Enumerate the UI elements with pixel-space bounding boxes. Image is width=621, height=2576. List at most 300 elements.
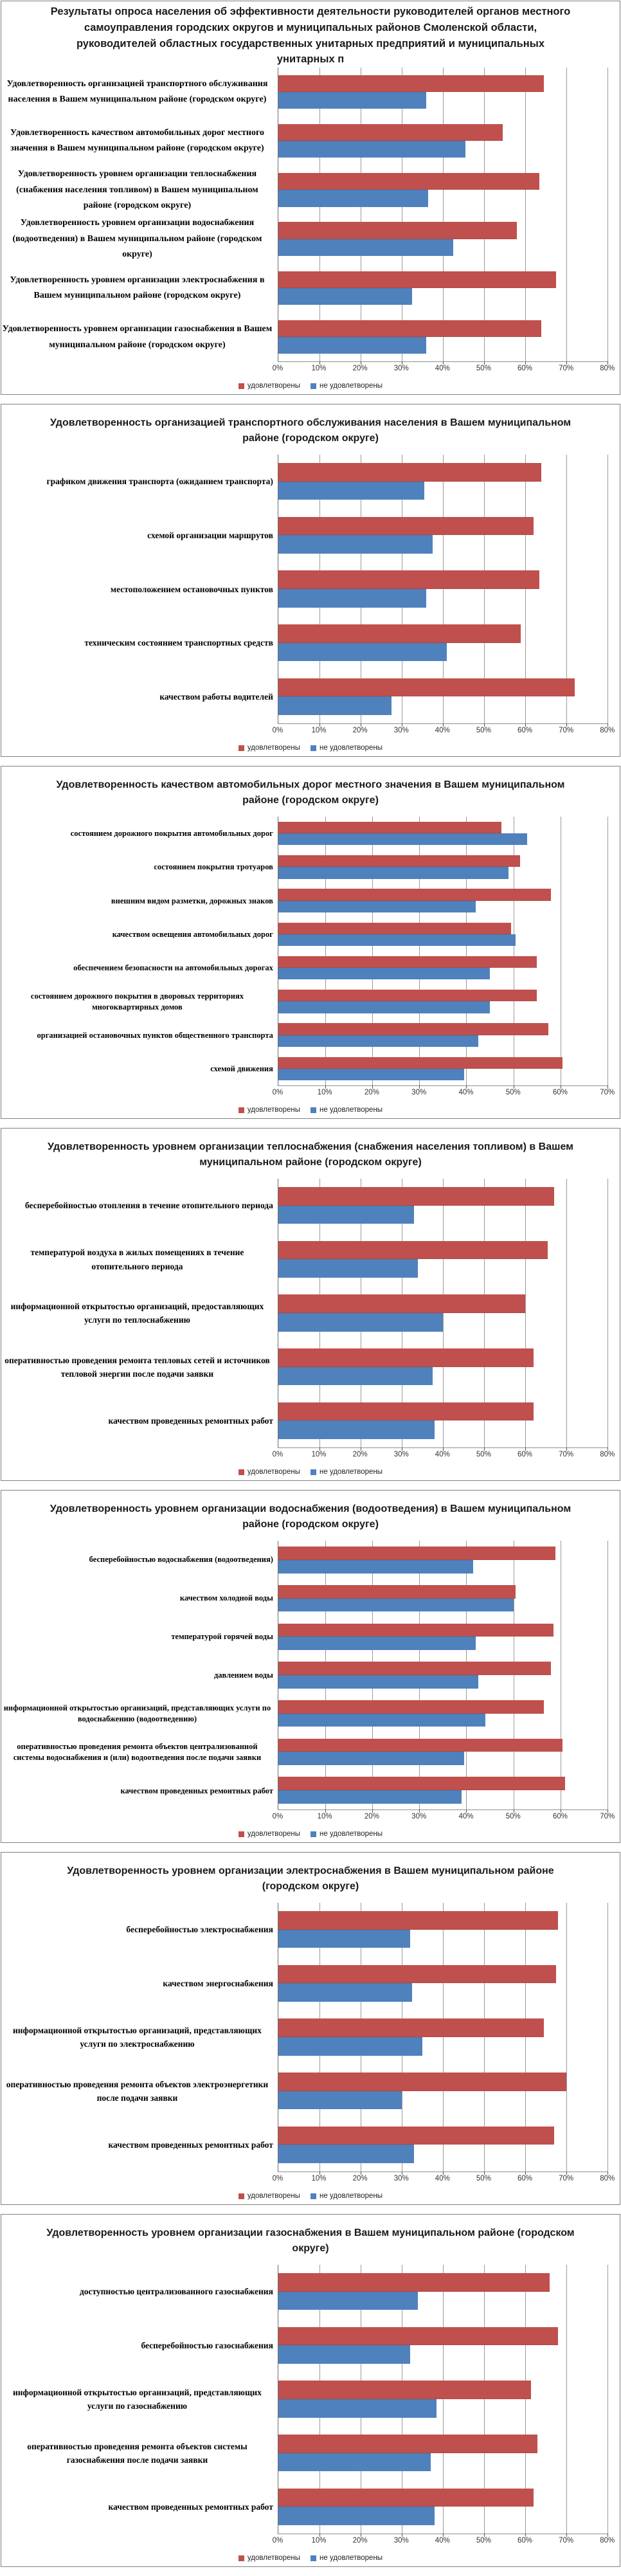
bar-pair [278, 669, 608, 723]
bar-row [278, 616, 608, 670]
x-tick-label: 60% [518, 365, 533, 372]
chart-title: Удовлетворенность уровнем организации теплоснабжения (снабжения населения топливом) в Вашем муниципальном районе (городском округе) [48, 1141, 573, 1168]
bar-satisfied [278, 1023, 548, 1035]
category-label: состоянием дорожного покрытия в дворовых территориях многоквартирных домов [30, 992, 244, 1012]
category-label: Удовлетворенность уровнем организации электроснабжения в Вашем муниципальном районе (городском округе) [10, 275, 265, 301]
bar-row [278, 984, 608, 1018]
category-label-row [1, 817, 278, 850]
x-tick-label: 50% [505, 1089, 521, 1096]
bar-not-satisfied [278, 2345, 410, 2364]
value-axis [1, 724, 615, 739]
bar-satisfied [278, 678, 575, 697]
legend-label-satisfied: удовлетворены [247, 2554, 301, 2562]
category-label-row [1, 2011, 278, 2065]
category-label-row [1, 68, 278, 116]
x-tick-label: 20% [352, 2537, 368, 2544]
bar-satisfied [278, 1739, 562, 1752]
chart-body [1, 455, 608, 724]
bar-row [278, 1957, 608, 2011]
category-label-row [1, 2373, 278, 2427]
x-tick-label: 0% [272, 727, 284, 734]
bar-not-satisfied [278, 1560, 473, 1574]
category-label: схемой движения [210, 1064, 273, 1074]
bar-satisfied [278, 1241, 548, 1260]
bar-row [278, 1733, 608, 1772]
category-label: качеством работы водителей [159, 692, 273, 702]
category-label: оперативностью проведения ремонта тепловых сетей и источников тепловой энергии после подачи заявки [4, 1355, 270, 1379]
bar-row [278, 116, 608, 165]
bar-not-satisfied [278, 2037, 422, 2056]
bar-pair [278, 2010, 608, 2064]
category-label-row [1, 313, 278, 362]
category-label-row [1, 985, 278, 1019]
category-label: качеством проведенных ремонтных работ [108, 2502, 273, 2512]
legend-item-satisfied [239, 2192, 300, 2200]
plot-area [278, 1903, 608, 2172]
legend-swatch-satisfied [239, 383, 244, 389]
bar-not-satisfied [278, 901, 476, 912]
category-label-row [1, 1340, 278, 1394]
bar-pair [278, 850, 608, 884]
bar-not-satisfied [278, 968, 490, 979]
category-axis [1, 455, 278, 724]
legend-label-satisfied: удовлетворены [247, 382, 301, 390]
chart-title: Удовлетворенность уровнем организации газоснабжения в Вашем муниципальном районе (городском округе) [46, 2227, 575, 2254]
chart-panel-7 [1, 2214, 620, 2567]
chart-title: Результаты опроса населения об эффективности деятельности руководителей органов местного самоуправления городских округов и муниципальных районов Смоленской области, руководителей областных государственных унитарных предприятий и муниципальных унитарных п [50, 6, 571, 66]
legend-label-not-satisfied: не удовлетворены [320, 2554, 383, 2562]
bar-satisfied [278, 1911, 558, 1930]
bar-satisfied [278, 889, 551, 900]
bar-not-satisfied [278, 1367, 433, 1386]
category-label-row [1, 509, 278, 563]
bar-row [278, 1052, 608, 1085]
bar-pair [278, 1694, 608, 1733]
bar-satisfied [278, 2489, 534, 2507]
category-label: оперативностью проведения ремонта объектов электроэнергетики после подачи заявки [6, 2079, 269, 2103]
bar-row [278, 68, 608, 116]
bar-pair [278, 215, 608, 264]
bar-not-satisfied [278, 190, 429, 206]
bar-row [278, 2265, 608, 2319]
legend [1, 1102, 620, 1118]
x-tick-label: 60% [552, 1813, 568, 1820]
value-axis [1, 1448, 615, 1464]
category-label-row [1, 1179, 278, 1233]
category-label: внешним видом разметки, дорожных знаков [111, 896, 273, 905]
bar-pair [278, 509, 608, 563]
category-label: бесперебойностью водоснабжения (водоотведения) [89, 1555, 273, 1565]
category-label-row [1, 2265, 278, 2319]
category-label: качеством освещения автомобильных дорог [112, 929, 273, 939]
bar-row [278, 884, 608, 918]
legend-label-not-satisfied: не удовлетворены [320, 744, 383, 752]
x-tick-label: 70% [559, 365, 574, 372]
category-axis [1, 1179, 278, 1448]
legend [1, 377, 620, 394]
bar-satisfied [278, 1777, 565, 1790]
bar-satisfied [278, 75, 544, 92]
axis-ticks [272, 2534, 615, 2550]
x-tick-label: 20% [352, 1451, 368, 1458]
axis-ticks [272, 1086, 615, 1102]
bar-pair [278, 1617, 608, 1656]
category-label: графиком движения транспорта (ожиданием транспорта) [46, 476, 273, 487]
bar-satisfied [278, 173, 539, 190]
bar-pair [278, 1286, 608, 1340]
bar-pair [278, 918, 608, 951]
category-label: температурой горячей воды [171, 1632, 273, 1642]
category-label: бесперебойностью газоснабжения [141, 2340, 273, 2350]
legend-swatch-satisfied [239, 1469, 244, 1475]
bar-row [278, 264, 608, 313]
category-label-row [1, 215, 278, 264]
bar-row [278, 1579, 608, 1618]
axis-spacer [1, 1086, 278, 1102]
bar-satisfied [278, 2327, 558, 2346]
bar-satisfied [278, 2435, 537, 2453]
x-tick-label: 30% [411, 1813, 427, 1820]
bar-pair [278, 313, 608, 361]
category-label-row [1, 1957, 278, 2011]
category-label: информационной открытостью организаций, представляющих услуги по электроснабжению [12, 2025, 262, 2049]
legend-label-not-satisfied: не удовлетворены [320, 1468, 383, 1476]
axis-ticks [272, 1448, 615, 1464]
bar-satisfied [278, 1585, 516, 1599]
category-label-row [1, 2118, 278, 2172]
category-label: Удовлетворенность качеством автомобильных дорог местного значения в Вашем муниципальном районе (городском округе) [10, 127, 264, 154]
bar-not-satisfied [278, 1930, 410, 1948]
category-label-row [1, 1019, 278, 1052]
legend-label-satisfied: удовлетворены [247, 1468, 301, 1476]
bar-satisfied [278, 463, 541, 482]
x-tick-label: 40% [435, 727, 450, 734]
bar-row [278, 1286, 608, 1340]
bar-not-satisfied [278, 2399, 437, 2418]
bar-pair [278, 1052, 608, 1085]
x-tick-label: 60% [518, 1451, 533, 1458]
category-label-row [1, 264, 278, 313]
x-tick-label: 0% [272, 1089, 284, 1096]
legend-swatch-not-satisfied [310, 745, 316, 751]
legend [1, 1826, 620, 1842]
chart-body [1, 1903, 608, 2172]
bar-pair [278, 264, 608, 313]
bar-not-satisfied [278, 1313, 443, 1332]
bar-pair [278, 165, 608, 214]
category-label: доступностью централизованного газоснабжения [79, 2287, 273, 2297]
bar-not-satisfied [278, 1259, 419, 1278]
bar-row [278, 1903, 608, 1957]
bar-satisfied [278, 1057, 562, 1069]
bar-pair [278, 1393, 608, 1447]
bar-not-satisfied [278, 2453, 431, 2472]
legend-item-not-satisfied [310, 1106, 382, 1114]
x-tick-label: 20% [364, 1813, 379, 1820]
bar-not-satisfied [278, 1599, 514, 1612]
x-tick-label: 40% [435, 2175, 450, 2182]
bar-row [278, 1617, 608, 1656]
legend-swatch-satisfied [239, 1107, 244, 1113]
bar-not-satisfied [278, 1420, 435, 1439]
bar-satisfied [278, 1348, 534, 1367]
bar-satisfied [278, 320, 541, 337]
bar-not-satisfied [278, 696, 392, 715]
bar-satisfied [278, 855, 521, 867]
legend [1, 2550, 620, 2566]
bar-row [278, 1771, 608, 1810]
category-axis [1, 2265, 278, 2534]
bar-satisfied [278, 1662, 551, 1675]
plot-area [278, 455, 608, 724]
bar-not-satisfied [278, 2507, 435, 2525]
x-tick-label: 0% [272, 1813, 284, 1820]
bar-pair [278, 884, 608, 918]
bar-pair [278, 1656, 608, 1694]
chart-title: Удовлетворенность уровнем организации водоснабжения (водоотведения) в Вашем муниципальном районе (городском округе) [50, 1503, 572, 1530]
x-tick-label: 70% [559, 2175, 574, 2182]
legend-item-not-satisfied [310, 1468, 382, 1476]
x-tick-label: 0% [272, 1451, 284, 1458]
legend-label-satisfied: удовлетворены [247, 1106, 301, 1114]
x-tick-label: 50% [476, 727, 491, 734]
bar-pair [278, 1579, 608, 1618]
axis-ticks [272, 362, 615, 377]
x-tick-label: 60% [552, 1089, 568, 1096]
bar-pair [278, 616, 608, 670]
category-label: давлением воды [213, 1671, 273, 1680]
bar-row [278, 455, 608, 509]
legend-label-not-satisfied: не удовлетворены [320, 382, 383, 390]
category-label-row [1, 670, 278, 724]
axis-spacer [1, 1448, 278, 1464]
legend-swatch-not-satisfied [310, 1469, 316, 1475]
legend [1, 739, 620, 756]
category-label: информационной открытостью организаций, представляющих услуги по газоснабжению [12, 2387, 262, 2411]
x-tick-label: 0% [272, 365, 284, 372]
bar-not-satisfied [278, 934, 516, 946]
x-tick-label: 80% [600, 727, 615, 734]
bar-not-satisfied [278, 239, 453, 256]
x-tick-label: 70% [559, 1451, 574, 1458]
bar-pair [278, 1233, 608, 1287]
bar-row [278, 817, 608, 850]
category-label: Удовлетворенность уровнем организации теплоснабжения (снабжения населения топливом) в Вашем муниципальном районе (городском округе) [16, 169, 258, 211]
x-tick-label: 60% [518, 2175, 533, 2182]
bar-pair [278, 984, 608, 1018]
bar-not-satisfied [278, 1752, 464, 1765]
legend-item-not-satisfied [310, 1830, 382, 1838]
bar-row [278, 2372, 608, 2426]
x-tick-label: 30% [393, 2537, 409, 2544]
category-label-row [1, 1541, 278, 1579]
bar-row [278, 2118, 608, 2172]
category-label: бесперебойностью электроснабжения [126, 1925, 273, 1935]
x-tick-label: 70% [559, 2537, 574, 2544]
legend [1, 2188, 620, 2204]
category-label: качеством проведенных ремонтных работ [108, 2140, 273, 2150]
bar-satisfied [278, 124, 503, 141]
bar-row [278, 1019, 608, 1052]
chart-title: Удовлетворенность организацией транспортного обслуживания населения в Вашем муниципальном районе (городском округе) [50, 417, 572, 444]
x-tick-label: 10% [311, 727, 327, 734]
legend-item-satisfied [239, 1830, 300, 1838]
bar-not-satisfied [278, 1637, 476, 1650]
bar-satisfied [278, 1294, 525, 1313]
legend-item-satisfied [239, 2554, 300, 2562]
legend-item-satisfied [239, 744, 300, 752]
bar-satisfied [278, 1547, 555, 1560]
bar-row [278, 2064, 608, 2118]
bar-pair [278, 1903, 608, 1957]
x-tick-label: 10% [311, 1451, 327, 1458]
bar-not-satisfied [278, 482, 424, 500]
x-tick-label: 40% [435, 1451, 450, 1458]
category-label-row [1, 884, 278, 918]
bar-row [278, 918, 608, 951]
bar-satisfied [278, 1402, 534, 1421]
bar-not-satisfied [278, 1714, 485, 1727]
bar-pair [278, 2064, 608, 2118]
category-label-row [1, 616, 278, 670]
x-tick-label: 40% [435, 365, 450, 372]
axis-ticks [272, 724, 615, 739]
category-label-row [1, 455, 278, 509]
legend-label-satisfied: удовлетворены [247, 1830, 301, 1838]
bar-row [278, 1694, 608, 1733]
x-tick-label: 40% [435, 2537, 450, 2544]
category-label-row [1, 563, 278, 617]
category-axis [1, 1903, 278, 2172]
value-axis [1, 2172, 615, 2188]
category-label: местоположением остановочных пунктов [110, 584, 273, 594]
bar-not-satisfied [278, 867, 509, 878]
category-label-row [1, 1579, 278, 1618]
bar-satisfied [278, 222, 517, 239]
bar-row [278, 1179, 608, 1233]
category-label-row [1, 952, 278, 985]
bar-not-satisfied [278, 833, 528, 845]
category-label: качеством холодной воды [179, 1593, 273, 1603]
bar-not-satisfied [278, 288, 412, 305]
category-label: техническим состоянием транспортных средств [84, 638, 273, 648]
category-label: качеством проведенных ремонтных работ [108, 1416, 273, 1426]
chart-panel-2 [1, 404, 620, 757]
chart-panel-4 [1, 1128, 620, 1481]
bar-row [278, 1340, 608, 1394]
bar-pair [278, 1019, 608, 1052]
bar-satisfied [278, 2273, 550, 2292]
x-tick-label: 80% [600, 365, 615, 372]
legend-swatch-not-satisfied [310, 2193, 316, 2199]
bar-satisfied [278, 1965, 556, 1984]
bar-satisfied [278, 1187, 554, 1206]
x-tick-label: 60% [518, 2537, 533, 2544]
bar-satisfied [278, 990, 537, 1001]
legend-label-not-satisfied: не удовлетворены [320, 1106, 383, 1114]
bar-not-satisfied [278, 1206, 414, 1224]
legend-label-satisfied: удовлетворены [247, 744, 301, 752]
category-label-row [1, 166, 278, 215]
chart-title: Удовлетворенность качеством автомобильных дорог местного значения в Вашем муниципальном районе (городском округе) [56, 779, 565, 806]
category-label: состоянием покрытия тротуаров [154, 862, 273, 872]
x-tick-label: 70% [600, 1813, 615, 1820]
legend-item-not-satisfied [310, 744, 382, 752]
category-label-row [1, 2480, 278, 2534]
x-tick-label: 10% [317, 1813, 332, 1820]
category-label-row [1, 918, 278, 951]
x-tick-label: 20% [352, 365, 368, 372]
bar-pair [278, 1733, 608, 1772]
category-label: Удовлетворенность организацией транспортного обслуживания населения в Вашем муниципальном районе (городском округе) [6, 78, 268, 105]
legend-item-satisfied [239, 1468, 300, 1476]
bar-row [278, 850, 608, 884]
category-label-row [1, 2319, 278, 2373]
bar-not-satisfied [278, 535, 433, 554]
x-tick-label: 50% [505, 1813, 521, 1820]
plot-area [278, 2265, 608, 2534]
value-axis [1, 1086, 615, 1102]
bar-satisfied [278, 822, 501, 833]
bar-satisfied [278, 2073, 566, 2091]
legend-item-not-satisfied [310, 2192, 382, 2200]
category-label-row [1, 850, 278, 884]
value-axis [1, 2534, 615, 2550]
x-tick-label: 60% [518, 727, 533, 734]
category-label-row [1, 116, 278, 165]
category-axis [1, 817, 278, 1086]
bar-row [278, 1393, 608, 1447]
category-label: качеством энергоснабжения [163, 1978, 273, 1988]
category-label: качеством проведенных ремонтных работ [120, 1786, 273, 1795]
x-tick-label: 30% [411, 1089, 427, 1096]
bar-pair [278, 2319, 608, 2373]
bar-not-satisfied [278, 92, 426, 109]
bar-row [278, 215, 608, 264]
legend-swatch-not-satisfied [310, 1107, 316, 1113]
bar-not-satisfied [278, 2091, 402, 2110]
bar-row [278, 1656, 608, 1694]
bar-satisfied [278, 956, 537, 968]
bar-not-satisfied [278, 141, 465, 158]
legend-item-not-satisfied [310, 2554, 382, 2562]
axis-spacer [1, 2172, 278, 2188]
legend-item-satisfied [239, 1106, 300, 1114]
legend-label-not-satisfied: не удовлетворены [320, 1830, 383, 1838]
bar-pair [278, 2118, 608, 2172]
x-tick-label: 20% [352, 727, 368, 734]
bar-row [278, 951, 608, 984]
plot-area [278, 817, 608, 1086]
bar-row [278, 313, 608, 361]
bar-row [278, 509, 608, 563]
x-tick-label: 70% [559, 727, 574, 734]
bar-not-satisfied [278, 1035, 478, 1047]
bar-pair [278, 455, 608, 509]
x-tick-label: 80% [600, 2175, 615, 2182]
bar-pair [278, 2480, 608, 2534]
category-label: обеспечением безопасности на автомобильных дорогах [73, 963, 273, 973]
x-tick-label: 50% [476, 365, 491, 372]
plot-area [278, 68, 608, 362]
x-tick-label: 40% [458, 1813, 474, 1820]
category-label-row [1, 1903, 278, 1957]
category-label-row [1, 2426, 278, 2480]
bar-not-satisfied [278, 1001, 490, 1013]
bar-not-satisfied [278, 337, 426, 354]
category-label-row [1, 1656, 278, 1695]
bar-row [278, 1541, 608, 1579]
